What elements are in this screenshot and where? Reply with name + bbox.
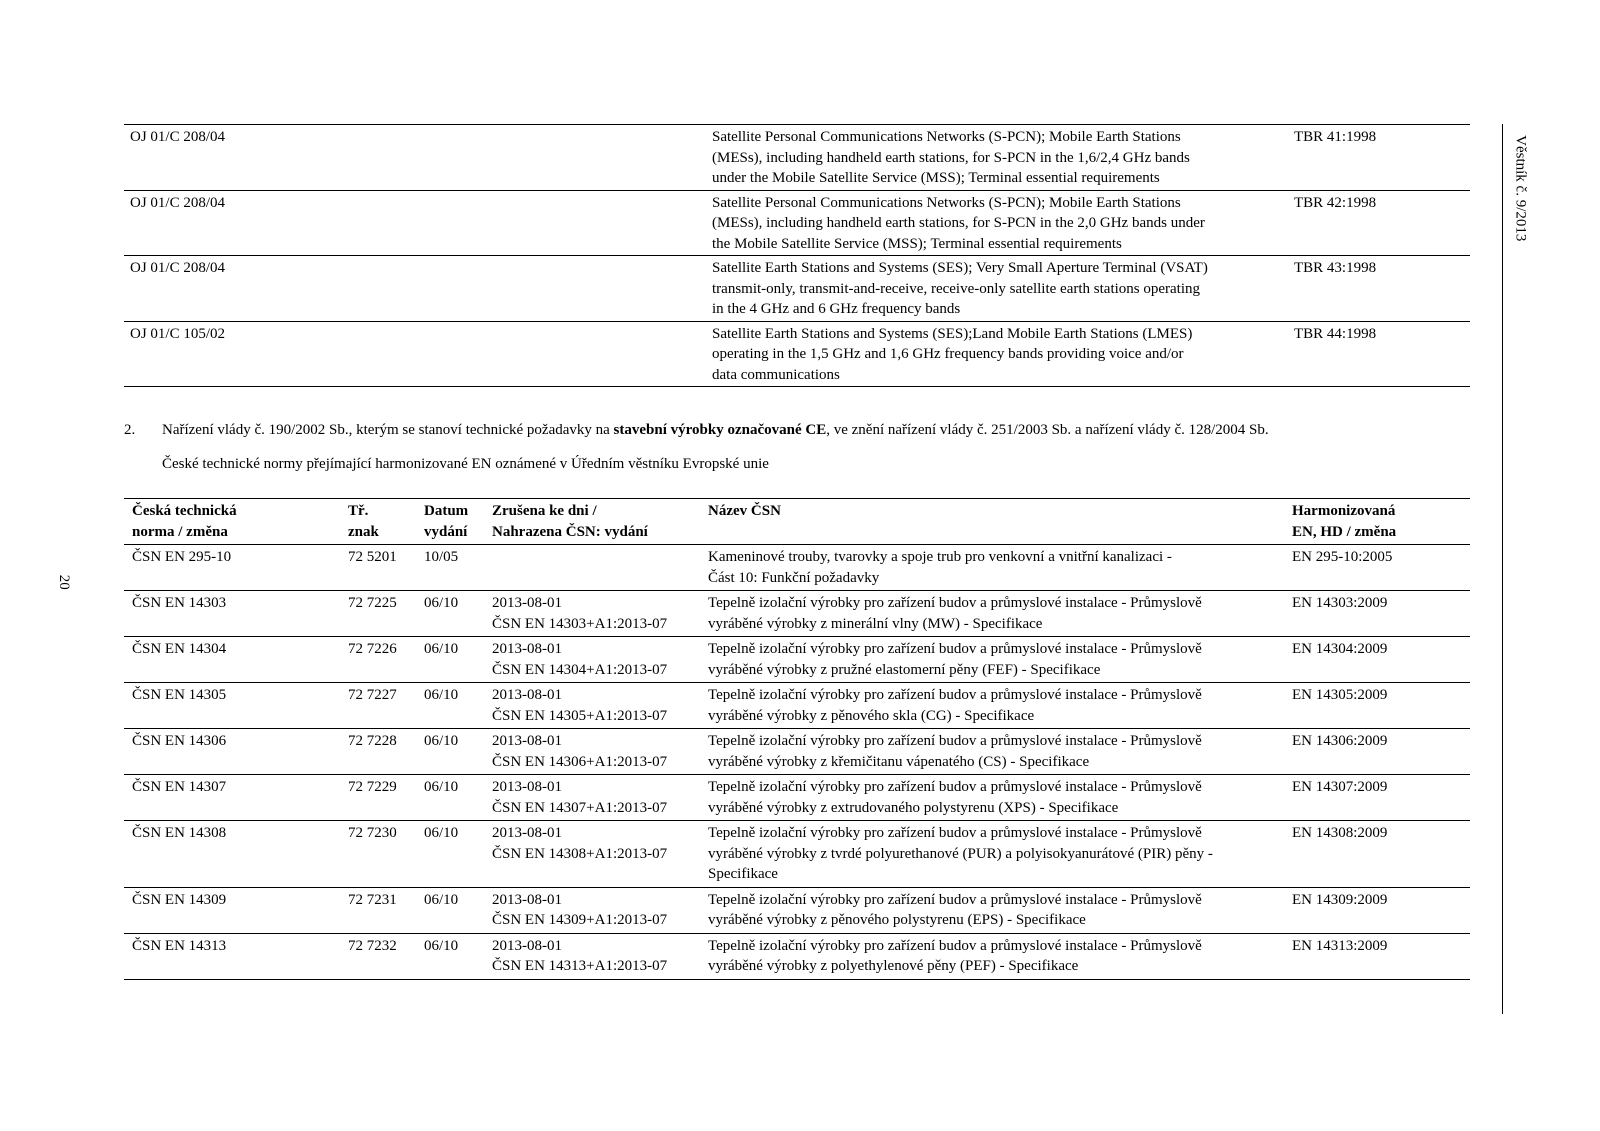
oj-reference: OJ 01/C 208/04 bbox=[130, 129, 226, 145]
cell-line: ČSN EN 14305+A1:2013-07 bbox=[492, 707, 668, 724]
cell-datum: 06/10 bbox=[424, 641, 459, 657]
cell-nazev bbox=[700, 729, 1284, 775]
section-text-bold: stavební výrobky označované CE bbox=[613, 422, 827, 438]
cell-norma: ČSN EN 295-10 bbox=[132, 549, 232, 565]
cell-line: vyráběné výrobky z extrudovaného polystyrenu (XPS) - Specifikace bbox=[708, 799, 1119, 816]
cell-line: Tepelně izolační výrobky pro zařízení budov a průmyslové instalace - Průmyslově bbox=[708, 595, 1202, 611]
section-heading bbox=[162, 420, 1472, 441]
cell-line: 2013-08-01 bbox=[492, 891, 562, 908]
csn-standards-table bbox=[124, 498, 1470, 980]
cell-line: Tepelně izolační výrobky pro zařízení budov a průmyslové instalace - Průmyslově bbox=[708, 641, 1202, 657]
table-row bbox=[124, 256, 1470, 322]
table-row bbox=[124, 591, 1470, 637]
cell-norma: ČSN EN 14308 bbox=[132, 825, 227, 841]
cell-datum: 06/10 bbox=[424, 687, 459, 703]
cell-line: Tepelně izolační výrobky pro zařízení budov a průmyslové instalace - Průmyslově bbox=[708, 687, 1202, 703]
cell-line: ČSN EN 14313+A1:2013-07 bbox=[492, 958, 668, 974]
cell-norma: ČSN EN 14305 bbox=[132, 687, 227, 703]
cell-harmonizovana: EN 14303:2009 bbox=[1292, 595, 1388, 611]
cell-norma: ČSN EN 14307 bbox=[132, 779, 227, 795]
cell-datum: 06/10 bbox=[424, 733, 459, 749]
cell-line: ČSN EN 14307+A1:2013-07 bbox=[492, 799, 668, 816]
tbr-reference: TBR 44:1998 bbox=[1294, 325, 1377, 342]
section-text-after: , ve znění nařízení vlády č. 251/2003 Sb. a nařízení vlády č. 128/2004 Sb. bbox=[826, 422, 1269, 438]
cell-nazev bbox=[700, 821, 1284, 888]
cell-zrusena bbox=[484, 637, 700, 683]
cell-nazev bbox=[700, 933, 1284, 979]
cell-line: Tepelně izolační výrobky pro zařízení budov a průmyslové instalace - Průmyslově bbox=[708, 779, 1202, 795]
cell-line: ČSN EN 14309+A1:2013-07 bbox=[492, 912, 668, 928]
cell-znak: 72 7228 bbox=[348, 733, 397, 749]
cell-line: Satellite Personal Communications Networks (S-PCN); Mobile Earth Stations bbox=[712, 129, 1181, 145]
cell-zrusena bbox=[484, 775, 700, 821]
cell-datum: 06/10 bbox=[424, 779, 459, 795]
standard-title bbox=[706, 190, 1288, 256]
cell-norma: ČSN EN 14306 bbox=[132, 733, 227, 749]
cell-line: ČSN EN 14303+A1:2013-07 bbox=[492, 615, 668, 632]
cell-line: Kameninové trouby, tvarovky a spoje trub pro venkovní a vnitřní kanalizaci - bbox=[708, 549, 1172, 565]
cell-zrusena bbox=[484, 887, 700, 933]
cell-zrusena bbox=[484, 683, 700, 729]
cell-line: Tepelně izolační výrobky pro zařízení budov a průmyslové instalace - Průmyslově bbox=[708, 825, 1202, 841]
cell-line: operating in the 1,5 GHz and 1,6 GHz frequency bands providing voice and/or bbox=[712, 346, 1184, 362]
cell-norma: ČSN EN 14303 bbox=[132, 595, 227, 611]
table-row bbox=[124, 729, 1470, 775]
tbr-reference: TBR 41:1998 bbox=[1294, 129, 1377, 145]
cell-znak: 72 7229 bbox=[348, 779, 397, 795]
running-header: Věstník č. 9/2013 bbox=[1512, 135, 1529, 242]
margin-rule bbox=[1502, 124, 1503, 1014]
cell-nazev bbox=[700, 637, 1284, 683]
cell-line: Tepelně izolační výrobky pro zařízení budov a průmyslové instalace - Průmyslově bbox=[708, 891, 1202, 908]
cell-line: vyráběné výrobky z polyethylenové pěny (PEF) - Specifikace bbox=[708, 958, 1079, 974]
cell-line: data communications bbox=[712, 366, 840, 383]
oj-table-body bbox=[124, 125, 1470, 387]
header-zrusena: Zrušena ke dni / Nahrazena ČSN: vydání bbox=[492, 503, 648, 540]
table-row bbox=[124, 933, 1470, 979]
cell-line: 2013-08-01 bbox=[492, 779, 562, 795]
header-harmonizovana: Harmonizovaná EN, HD / změna bbox=[1292, 503, 1397, 540]
cell-znak: 72 7231 bbox=[348, 891, 397, 908]
cell-line: ČSN EN 14308+A1:2013-07 bbox=[492, 845, 668, 862]
table-row bbox=[124, 125, 1470, 191]
cell-nazev bbox=[700, 591, 1284, 637]
cell-znak: 72 7230 bbox=[348, 825, 397, 841]
cell-line: 2013-08-01 bbox=[492, 595, 562, 611]
table-row bbox=[124, 887, 1470, 933]
cell-znak: 72 7227 bbox=[348, 687, 397, 703]
cell-harmonizovana: EN 14313:2009 bbox=[1292, 937, 1388, 954]
cell-norma: ČSN EN 14313 bbox=[132, 937, 227, 954]
cell-harmonizovana: EN 14309:2009 bbox=[1292, 891, 1388, 908]
cell-harmonizovana: EN 14308:2009 bbox=[1292, 825, 1388, 841]
cell-line: under the Mobile Satellite Service (MSS); Terminal essential requirements bbox=[712, 170, 1160, 186]
cell-line: ČSN EN 14306+A1:2013-07 bbox=[492, 753, 668, 770]
cell-line: 2013-08-01 bbox=[492, 733, 562, 749]
csn-table-body bbox=[124, 545, 1470, 980]
cell-datum: 06/10 bbox=[424, 825, 459, 841]
cell-harmonizovana: EN 14304:2009 bbox=[1292, 641, 1388, 657]
cell-harmonizovana: EN 295-10:2005 bbox=[1292, 549, 1393, 565]
cell-line: Specifikace bbox=[708, 866, 778, 882]
cell-datum: 06/10 bbox=[424, 595, 459, 611]
section-subtitle: České technické normy přejímající harmonizované EN oznámené v Úředním věstníku Evropské unie bbox=[162, 456, 769, 472]
table-row bbox=[124, 637, 1470, 683]
cell-line: Satellite Personal Communications Networks (S-PCN); Mobile Earth Stations bbox=[712, 194, 1181, 211]
table-row bbox=[124, 321, 1470, 387]
header-nazev: Název ČSN bbox=[708, 503, 781, 519]
cell-line: vyráběné výrobky z minerální vlny (MW) - Specifikace bbox=[708, 615, 1043, 632]
cell-zrusena bbox=[484, 545, 700, 591]
table-row bbox=[124, 545, 1470, 591]
cell-line: Tepelně izolační výrobky pro zařízení budov a průmyslové instalace - Průmyslově bbox=[708, 937, 1202, 954]
cell-nazev bbox=[700, 887, 1284, 933]
cell-znak: 72 5201 bbox=[348, 549, 397, 565]
cell-znak: 72 7226 bbox=[348, 641, 397, 657]
cell-nazev bbox=[700, 775, 1284, 821]
cell-znak: 72 7232 bbox=[348, 937, 397, 954]
cell-line: 2013-08-01 bbox=[492, 641, 562, 657]
cell-line: Satellite Earth Stations and Systems (SES); Very Small Aperture Terminal (VSAT) bbox=[712, 260, 1208, 276]
page-number: 20 bbox=[55, 574, 72, 590]
oj-reference-table bbox=[124, 124, 1470, 387]
cell-line: vyráběné výrobky z pěnového polystyrenu (EPS) - Specifikace bbox=[708, 912, 1086, 928]
cell-zrusena bbox=[484, 821, 700, 888]
table-row bbox=[124, 190, 1470, 256]
cell-line: transmit-only, transmit-and-receive, receive-only satellite earth stations operating bbox=[712, 280, 1201, 297]
cell-line: the Mobile Satellite Service (MSS); Terminal essential requirements bbox=[712, 235, 1122, 252]
cell-line: Část 10: Funkční požadavky bbox=[708, 569, 880, 586]
cell-line: ČSN EN 14304+A1:2013-07 bbox=[492, 661, 668, 678]
standard-title bbox=[706, 256, 1288, 322]
oj-reference: OJ 01/C 208/04 bbox=[130, 194, 226, 211]
section-text-before: Nařízení vlády č. 190/2002 Sb., kterým se stanoví technické požadavky na bbox=[162, 422, 614, 438]
cell-zrusena bbox=[484, 933, 700, 979]
cell-datum: 06/10 bbox=[424, 891, 459, 908]
header-norma: Česká technická norma / změna bbox=[132, 503, 237, 540]
cell-zrusena bbox=[484, 591, 700, 637]
cell-line: (MESs), including handheld earth stations, for S-PCN in the 2,0 GHz bands under bbox=[712, 215, 1205, 231]
cell-line: vyráběné výrobky z pěnového skla (CG) - Specifikace bbox=[708, 707, 1035, 724]
tbr-reference: TBR 42:1998 bbox=[1294, 194, 1377, 211]
cell-line: vyráběné výrobky z křemičitanu vápenatého (CS) - Specifikace bbox=[708, 753, 1090, 770]
cell-harmonizovana: EN 14305:2009 bbox=[1292, 687, 1388, 703]
standard-title bbox=[706, 125, 1288, 191]
cell-harmonizovana: EN 14306:2009 bbox=[1292, 733, 1388, 749]
cell-znak: 72 7225 bbox=[348, 595, 397, 611]
tbr-reference: TBR 43:1998 bbox=[1294, 260, 1377, 276]
table-row bbox=[124, 683, 1470, 729]
cell-line: vyráběné výrobky z pružné elastomerní pěny (FEF) - Specifikace bbox=[708, 661, 1101, 678]
cell-line: vyráběné výrobky z tvrdé polyurethanové (PUR) a polyisokyanurátové (PIR) pěny - bbox=[708, 845, 1213, 862]
section-number: 2. bbox=[124, 422, 136, 438]
table-row bbox=[124, 821, 1470, 888]
table-header-row bbox=[124, 499, 1470, 545]
cell-datum: 06/10 bbox=[424, 937, 459, 954]
cell-norma: ČSN EN 14304 bbox=[132, 641, 227, 657]
cell-line: 2013-08-01 bbox=[492, 937, 562, 954]
cell-nazev bbox=[700, 683, 1284, 729]
cell-line: (MESs), including handheld earth stations, for S-PCN in the 1,6/2,4 GHz bands bbox=[712, 149, 1190, 166]
oj-reference: OJ 01/C 105/02 bbox=[130, 325, 226, 342]
standard-title bbox=[706, 321, 1288, 387]
oj-reference: OJ 01/C 208/04 bbox=[130, 260, 226, 276]
cell-datum: 10/05 bbox=[424, 549, 459, 565]
cell-norma: ČSN EN 14309 bbox=[132, 891, 227, 908]
cell-line: 2013-08-01 bbox=[492, 687, 562, 703]
header-znak: Tř. znak bbox=[348, 503, 379, 540]
table-row bbox=[124, 775, 1470, 821]
cell-line: Satellite Earth Stations and Systems (SES);Land Mobile Earth Stations (LMES) bbox=[712, 325, 1193, 342]
cell-nazev bbox=[700, 545, 1284, 591]
cell-line: Tepelně izolační výrobky pro zařízení budov a průmyslové instalace - Průmyslově bbox=[708, 733, 1202, 749]
cell-harmonizovana: EN 14307:2009 bbox=[1292, 779, 1388, 795]
cell-line: 2013-08-01 bbox=[492, 825, 562, 841]
header-datum: Datum vydání bbox=[424, 503, 469, 540]
cell-zrusena bbox=[484, 729, 700, 775]
cell-line: in the 4 GHz and 6 GHz frequency bands bbox=[712, 301, 961, 317]
